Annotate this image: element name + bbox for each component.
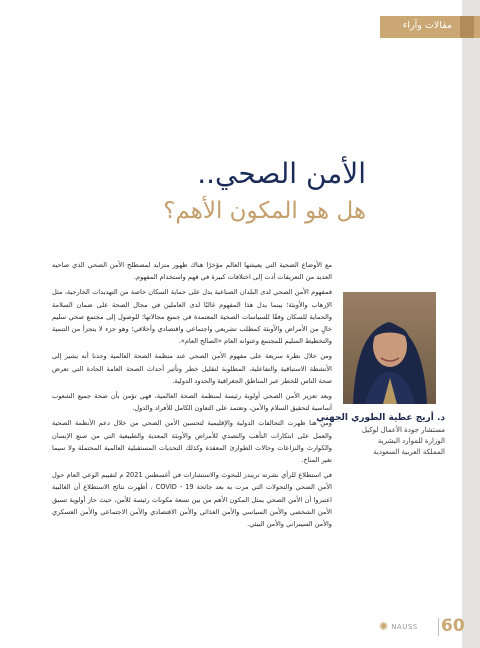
section-tab — [380, 16, 480, 38]
star-emblem-icon: ✺ — [379, 620, 389, 633]
body-paragraph: ومن خلال نظرة سريعة على مفهوم الأمن الصحي عند منظمة الصحة العالمية وجدنا أنه يشير إلى الأنشطة الاستباقية والتفاعلية، المطلوبة لتقليل خطر وتأثير أحداث الصحة العامة الحادة التي تعرض صحة الناس للخطر عبر المناطق الجغرافية والحدود الدولية. — [52, 352, 332, 385]
body-paragraph: فمفهوم الأمن الصحي لدى البلدان الصناعية يدل على حماية السكان خاصة من التهديدات الخارجية، مثل الإرهاب والأوبئة؛ بينما يدل هذا المفهوم غالبًا لدى العاملين في مجال الصحة على ضمان السلامة والحماية للسكان وفقًا للسياسات الصحية المعتمدة في جميع مجالاتها؛ للوصول إلى مجتمع صحي سليم خالٍ من الأمراض والأوبئة كمطلب تشريعي واجتماعي واقتصادي وأخلاقي؛ وهو جزء لا يتجزأ من التنمية والتخطيط السليم للمجتمع وعنوانه العام «الصالح العام». — [52, 288, 332, 346]
article-subtitle: هل هو المكون الأهم؟ — [163, 198, 366, 224]
section-tab-label: مقالات وآراء — [402, 20, 452, 31]
publisher-logo — [379, 619, 418, 635]
body-paragraph: مع الأوضاع الصحية التي يعيشها العالم مؤخرًا هناك ظهور متزايد لمصطلح الأمن الصحي الذي صاحبه العديد من التعريفات أدت إلى اختلافات كبيرة في فهم واستخدام المفهوم. — [52, 261, 332, 282]
author-photo — [343, 292, 436, 404]
body-paragraph: ومن هنا ظهرت التحالفات الدولية والإقليمية لتحسين الأمن الصحي من خلال دعم الأنظمة الصحية والعمل على ابتكارات التأهب والتصدي للأمراض والأوبئة المعدية والطبيعية التي من صنع الإنسان والكوارث والنزاعات وحالات الطوارئ المعقدة وكذلك التحديات المستقبلية العالمية المحتملة ولا سيما تغير المناخ. — [52, 419, 332, 465]
author-role-line: المملكة العربية السعودية — [373, 448, 445, 456]
page-number: 60 — [441, 616, 465, 636]
author-name: د. أريج عطية الطوري الجهني — [316, 413, 445, 423]
author-portrait-image — [343, 292, 436, 404]
author-block — [316, 412, 445, 458]
side-strip — [462, 0, 480, 648]
section-tab-marker — [460, 16, 474, 38]
footer-divider — [438, 618, 439, 636]
body-paragraph: في استطلاع للرأي نشرته تريندز للبحوث والاستشارات في أغسطس 2021 م لتقييم الوعي العام حول الأمن الصحي والتحولات التي مرت به بعد جائحة COVID - 19 ، أظهرت نتائج الاستطلاع أن الغالبية اعتبروا أن الأمن الصحي يمثل المكون الأهم من بين تسعة مكونات رئيسة للأمن، حيث حاز أولوية تسبق الأمن الشخصي والأمن السياسي والأمن الغذائي والأمن الاقتصادي والأمن الاجتماعي والأمن العسكري والأمن السيبراني والأمن البيئي. — [52, 471, 332, 529]
article-body — [52, 259, 332, 533]
author-role-line: الوزارة للموارد البشرية — [377, 437, 445, 445]
publisher-logo-text: NAUSS — [391, 623, 418, 631]
body-paragraph: ويعد تعزيز الأمن الصحي أولوية رئيسة لمنظمة الصحة العالمية، فهي تؤمن بأن صحة جميع الشعوب أساسية لتحقيق السلام والأمن، وتعتمد على التعاون الكامل للأفراد والدول. — [52, 392, 332, 413]
author-role-line: مستشار جودة الأعمال لوكيل — [361, 426, 445, 434]
article-title: الأمن الصحي.. — [197, 157, 366, 190]
